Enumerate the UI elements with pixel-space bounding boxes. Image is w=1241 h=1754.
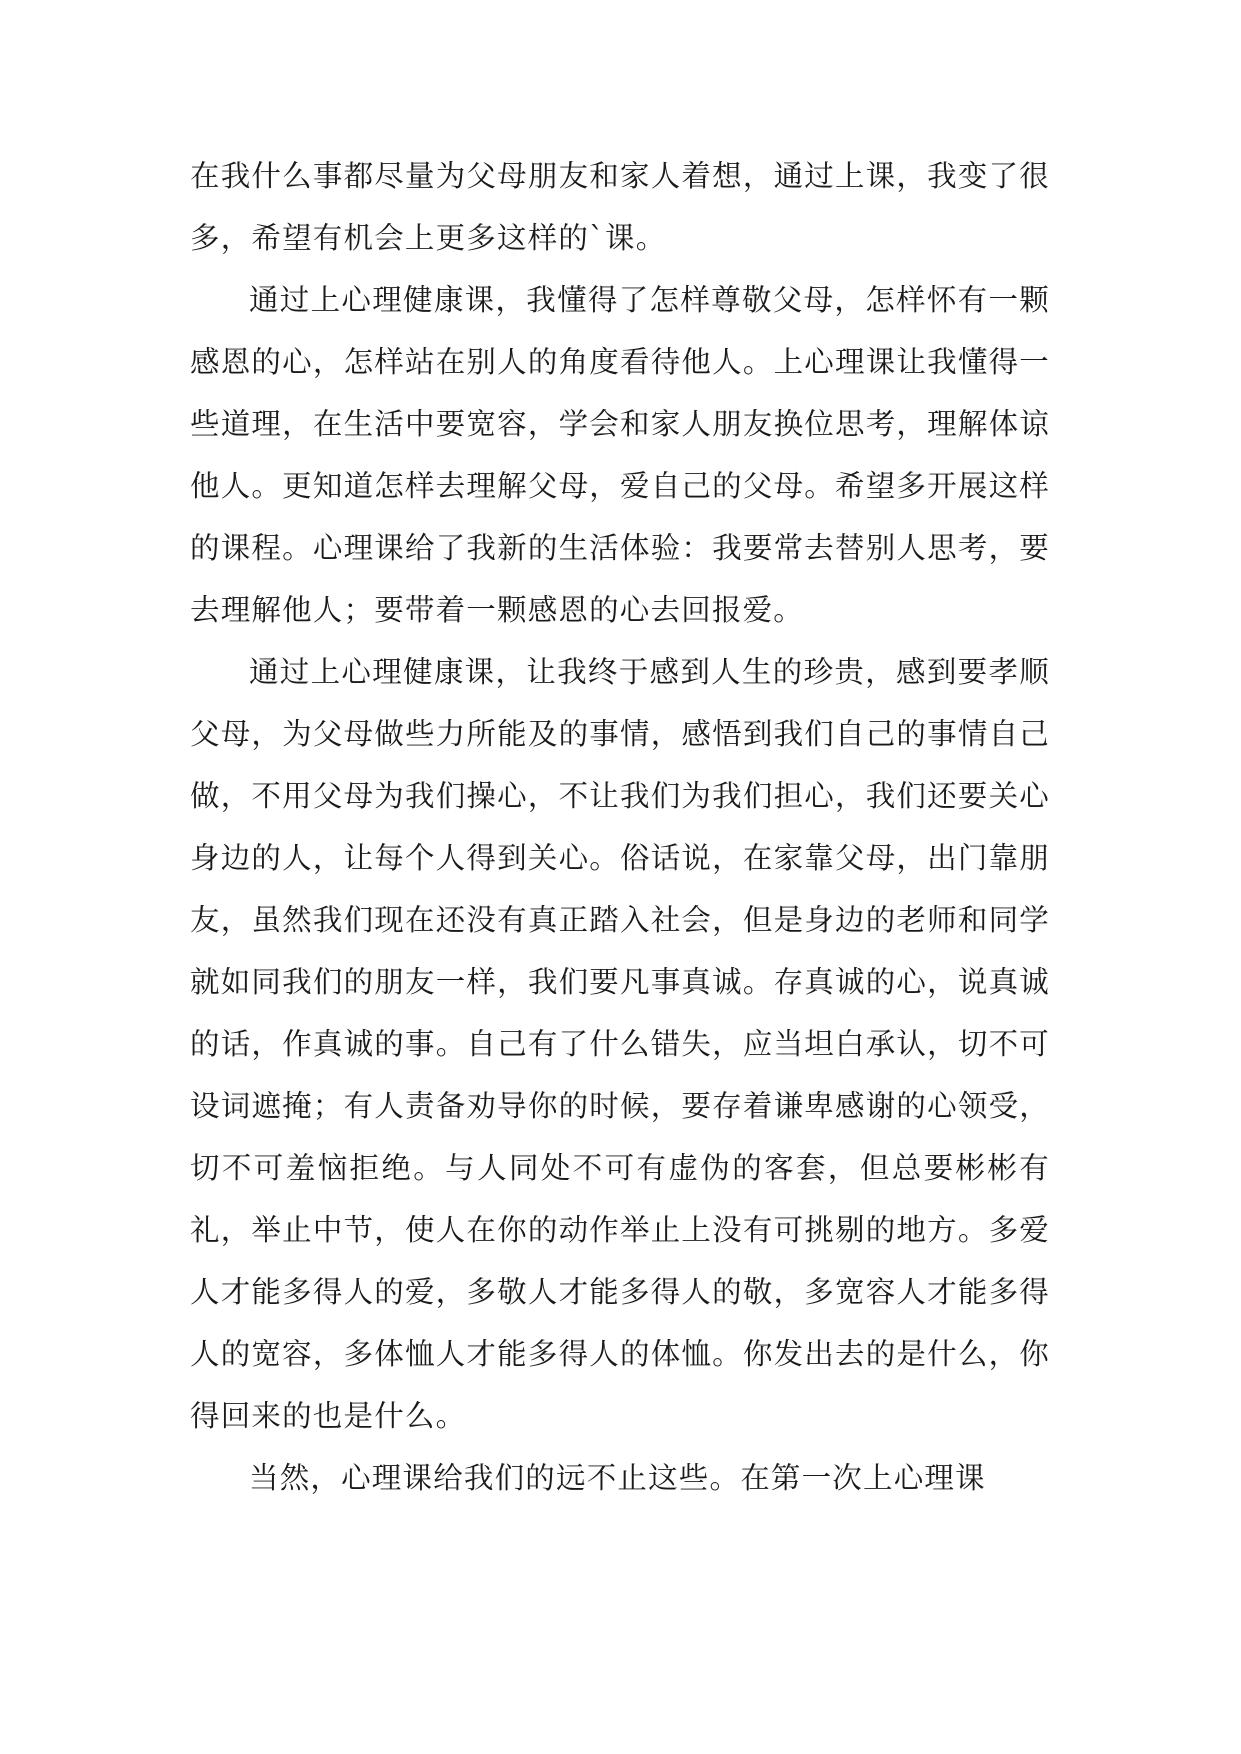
paragraph-1: 在我什么事都尽量为父母朋友和家人着想，通过上课，我变了很多，希望有机会上更多这样的`课。 (190, 159, 1050, 255)
document-body (190, 145, 1050, 1509)
paragraph-3: 通过上心理健康课，让我终于感到人生的珍贵，感到要孝顺父母，为父母做些力所能及的事情，感悟到我们自己的事情自己做，不用父母为我们操心，不让我们为我们担心，我们还要关心身边的人，让每个人得到关心。俗话说，在家靠父母，出门靠朋友，虽然我们现在还没有真正踏入社会，但是身边的老师和同学就如同我们的朋友一样，我们要凡事真诚。存真诚的心，说真诚的话，作真诚的事。自己有了什么错失，应当坦白承认，切不可设词遮掩；有人责备劝导你的时候，要存着谦卑感谢的心领受，切不可羞恼拒绝。与人同处不可有虚伪的客套，但总要彬彬有礼，举止中节，使人在你的动作举止上没有可挑剔的地方。多爱人才能多得人的爱，多敬人才能多得人的敬，多宽容人才能多得人的宽容，多体恤人才能多得人的体恤。你发出去的是什么，你得回来的也是什么。 (190, 655, 1050, 1433)
paragraph-2: 通过上心理健康课，我懂得了怎样尊敬父母，怎样怀有一颗感恩的心，怎样站在别人的角度看待他人。上心理课让我懂得一些道理，在生活中要宽容，学会和家人朋友换位思考，理解体谅他人。更知道怎样去理解父母，爱自己的父母。希望多开展这样的课程。心理课给了我新的生活体验：我要常去替别人思考，要去理解他人；要带着一颗感恩的心去回报爱。 (190, 283, 1050, 627)
paragraph-4: 当然，心理课给我们的远不止这些。在第一次上心理课 (249, 1461, 986, 1495)
